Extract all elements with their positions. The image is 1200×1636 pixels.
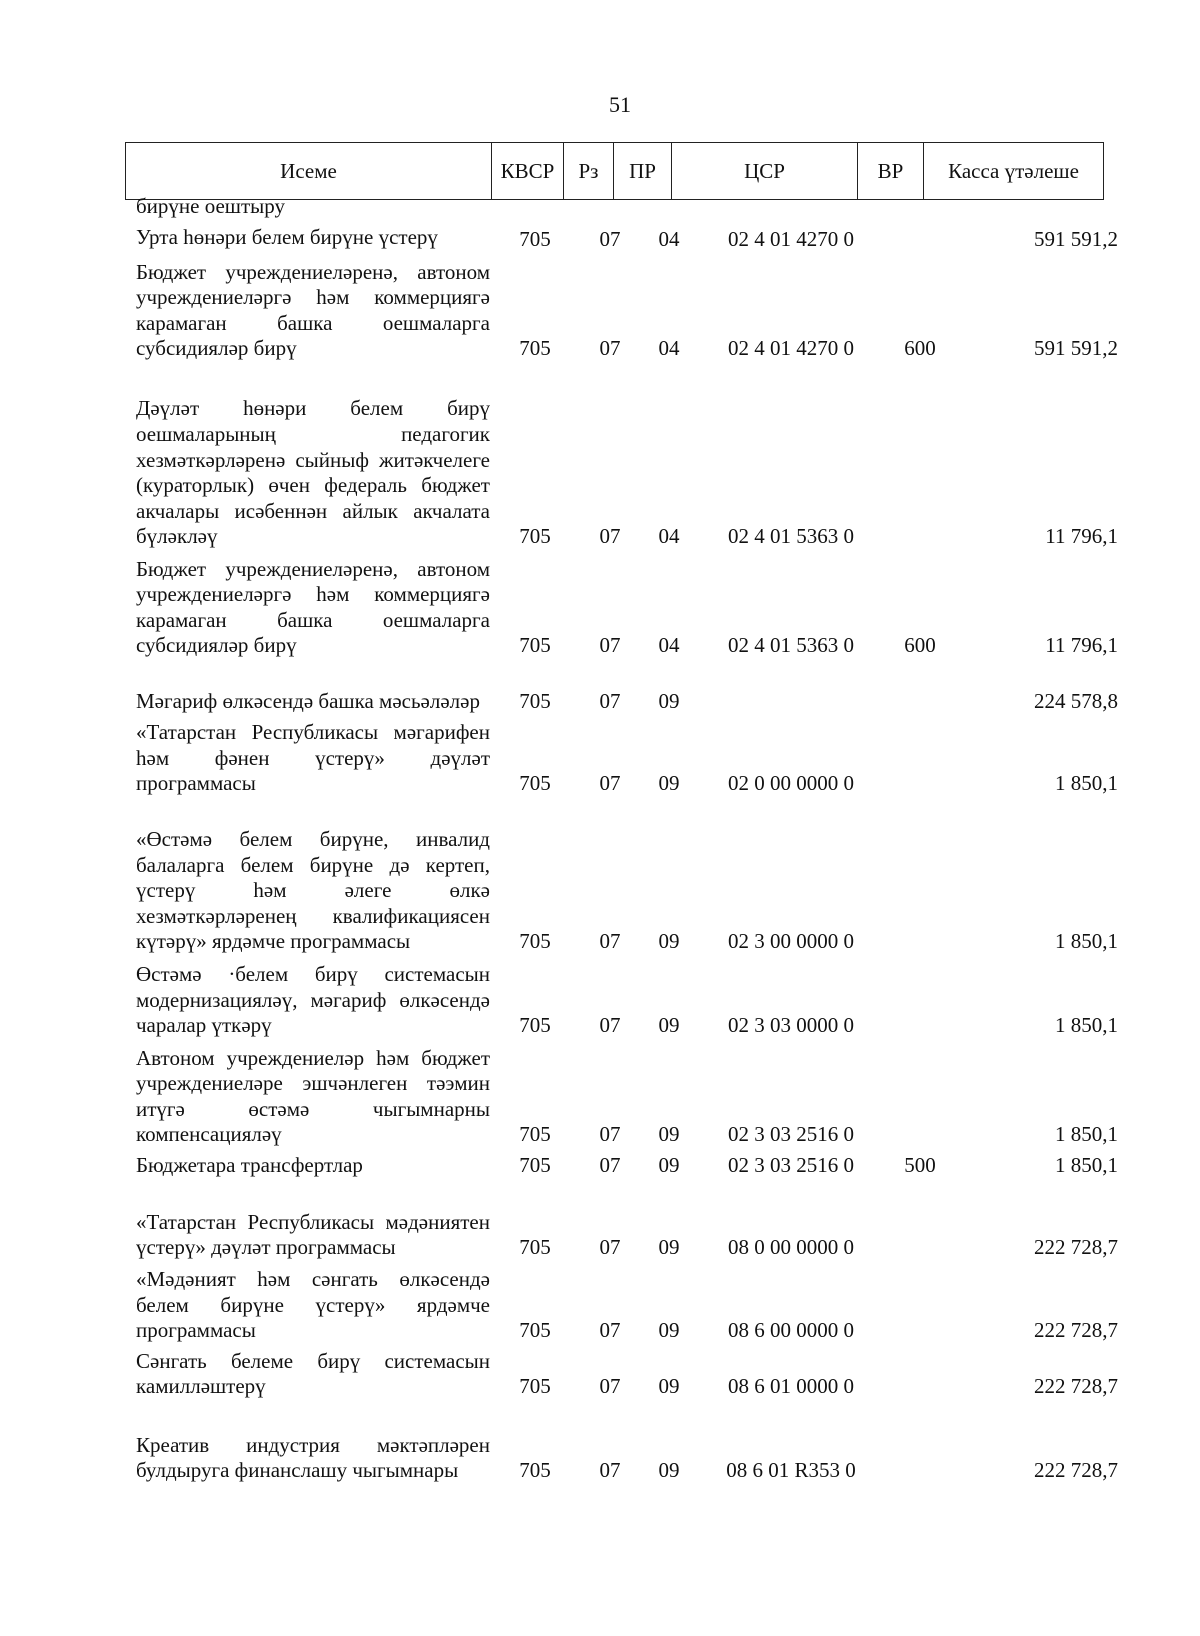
table-row [0,225,1200,253]
row-pr: 09 [658,1235,680,1260]
row-kassa: 1 850,1 [1055,1013,1118,1038]
row-rz: 07 [599,1153,621,1178]
row-kvsr: 705 [519,1013,551,1038]
row-name: Бюджет учреждениеләренә, автоном учреждениеләргә һәм коммерциягә карамаган башка оешмаларга субсидияләр бирү [136,259,490,361]
table-header [125,142,1104,200]
row-name: бирүне оештыру [136,194,285,218]
row-name: Өстәмә ·белем бирү системасын модернизацияләү, мәгариф өлкәсендә чаралар үткәрү [136,962,490,1038]
row-csr: 02 4 01 4270 0 [728,336,854,361]
row-kassa: 591 591,2 [1034,227,1118,252]
row-rz: 07 [599,1458,621,1483]
row-rz: 07 [599,227,621,252]
row-rz: 07 [599,336,621,361]
row-rz: 07 [599,1122,621,1147]
row-csr: 08 0 00 0000 0 [728,1235,854,1260]
header-csr: ЦСР [672,143,858,200]
row-pr: 04 [658,336,680,361]
row-pr: 09 [658,1153,680,1178]
row-csr: 08 6 01 0000 0 [728,1374,854,1399]
row-rz: 07 [599,1374,621,1399]
table-row [0,1344,1200,1400]
row-kassa: 1 850,1 [1055,771,1118,796]
row-kvsr: 705 [519,1122,551,1147]
row-csr: 02 3 03 2516 0 [728,1153,854,1178]
row-kvsr: 705 [519,1235,551,1260]
row-kvsr: 705 [519,633,551,658]
header-rz: Рз [564,143,614,200]
header-kvsr: КВСР [492,143,564,200]
row-name: Сәнгать белеме бирү системасын камилләштерү [136,1348,490,1399]
table-row [0,1179,1200,1261]
row-kassa: 1 850,1 [1055,1122,1118,1147]
table-row [0,1400,1200,1484]
row-kvsr: 705 [519,336,551,361]
table-row [0,1261,1200,1344]
row-csr: 02 3 03 0000 0 [728,1013,854,1038]
row-kvsr: 705 [519,1318,551,1343]
row-pr: 09 [658,1013,680,1038]
row-csr: 02 4 01 5363 0 [728,633,854,658]
row-name: Дәүләт һөнәри белем бирү оешмаларының педагогик хезмәткәрләренә сыйныф житәкчелеге (кураторлык) өчен федераль бюджет акчалары исәбеннән айлык акчалата бүләкләү [136,396,490,549]
row-pr: 09 [658,771,680,796]
row-rz: 07 [599,1318,621,1343]
row-kvsr: 705 [519,1153,551,1178]
row-kvsr: 705 [519,1458,551,1483]
row-kassa: 222 728,7 [1034,1318,1118,1343]
row-kassa: 1 850,1 [1055,929,1118,954]
header-name: Исеме [126,143,492,200]
row-kvsr: 705 [519,771,551,796]
row-pr: 09 [658,1318,680,1343]
row-rz: 07 [599,524,621,549]
row-kassa: 1 850,1 [1055,1153,1118,1178]
row-rz: 07 [599,689,621,714]
row-rz: 07 [599,633,621,658]
table-row [0,659,1200,715]
row-rz: 07 [599,929,621,954]
row-rz: 07 [599,771,621,796]
row-kassa: 222 728,7 [1034,1374,1118,1399]
row-name: Мәгариф өлкәсендә башка мәсьәләләр [136,689,480,714]
row-kassa: 224 578,8 [1034,689,1118,714]
row-pr: 09 [658,1122,680,1147]
table-row [0,1039,1200,1148]
row-csr: 02 4 01 5363 0 [728,524,854,549]
row-kassa: 222 728,7 [1034,1235,1118,1260]
row-name: «Татарстан Республикасы мәгарифен һәм фәнен үстерү» дәүләт программасы [136,720,490,796]
row-name: Бюджетара трансфертлар [136,1153,363,1178]
table-row [0,797,1200,955]
row-name: «Мәдәният һәм сәнгать өлкәсендә белем бирүне үстерү» ярдәмче программасы [136,1267,490,1343]
row-pr: 09 [658,929,680,954]
row-kassa: 591 591,2 [1034,336,1118,361]
row-csr: 02 0 00 0000 0 [728,771,854,796]
row-kvsr: 705 [519,524,551,549]
row-kvsr: 705 [519,929,551,954]
row-csr: 08 6 01 R353 0 [726,1458,856,1483]
table-row [0,1148,1200,1179]
row-rz: 07 [599,1013,621,1038]
row-kvsr: 705 [519,689,551,714]
row-csr: 02 3 00 0000 0 [728,929,854,954]
row-kvsr: 705 [519,1374,551,1399]
row-csr: 08 6 00 0000 0 [728,1318,854,1343]
row-csr: 02 3 03 2516 0 [728,1122,854,1147]
table-row [0,362,1200,550]
header-pr: ПР [614,143,672,200]
table-row [0,253,1200,362]
row-name: Урта һөнәри белем бирүне үстерү [136,225,438,249]
table-row [0,955,1200,1039]
row-vr: 600 [904,336,936,361]
row-rz: 07 [599,1235,621,1260]
row-pr: 04 [658,633,680,658]
row-kassa: 11 796,1 [1045,524,1118,549]
table-body [0,194,1200,1484]
row-pr: 09 [658,689,680,714]
header-vr: ВР [858,143,924,200]
row-kassa: 11 796,1 [1045,633,1118,658]
row-name: Автоном учреждениеләр һәм бюджет учреждениеләре эшчәнлеген тәэмин итүгә өстәмә чыгымнарны компенсацияләү [136,1045,490,1147]
row-vr: 600 [904,633,936,658]
row-vr: 500 [904,1153,936,1178]
page-number: 51 [609,92,631,117]
table-row [0,550,1200,659]
row-kassa: 222 728,7 [1034,1458,1118,1483]
row-name: «Өстәмә белем бирүне, инвалид балаларга белем бирүне дә кертеп, үстерү һәм әлеге өлкә хезмәткәрләренең квалификациясен күтәрү» ярдәмче программасы [136,827,490,954]
row-pr: 04 [658,227,680,252]
row-name: Бюджет учреждениеләренә, автоном учреждениеләргә һәм коммерциягә карамаган башка оешмаларга субсидияләр бирү [136,556,490,658]
row-name: «Татарстан Республикасы мәдәниятен үстерү» дәүләт программасы [136,1209,490,1260]
row-pr: 09 [658,1458,680,1483]
row-csr: 02 4 01 4270 0 [728,227,854,252]
row-pr: 04 [658,524,680,549]
row-pr: 09 [658,1374,680,1399]
row-name: Креатив индустрия мәктәпләрен булдыруга финанслашу чыгымнары [136,1432,490,1483]
table-row [0,194,1200,225]
header-kassa: Касса үтәлеше [924,143,1104,200]
table-row [0,715,1200,797]
row-kvsr: 705 [519,227,551,252]
